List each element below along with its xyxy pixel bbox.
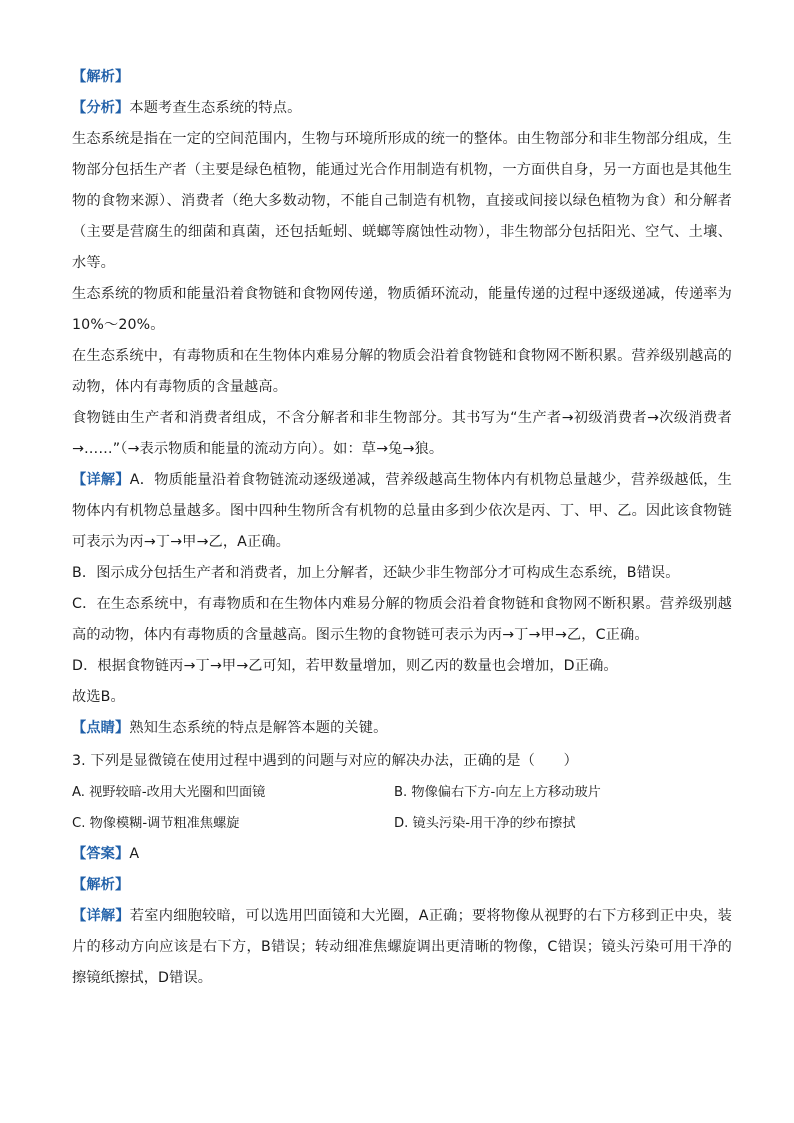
options-row-2 <box>72 808 732 839</box>
detailed-explanation-b: B．图示成分包括生产者和消费者，加上分解者，还缺少非生物部分才可构成生态系统，B错误。 <box>72 565 680 581</box>
analysis-text: 本题考查生态系统的特点。 <box>129 100 302 116</box>
q3-xiangjie-tag: 【详解】 <box>72 908 130 924</box>
fenxi-tag: 【分析】 <box>72 100 130 116</box>
paragraph-food-chain: 食物链由生产者和消费者组成，不含分解者和非生物部分。其书写为“生产者→初级消费者→次级消费者→……”（→表示物质和能量的流动方向）。如：草→兔→狼。 <box>72 410 732 457</box>
option-d: D. 镜头污染-用干净的纱布擦拭 <box>394 816 576 831</box>
xiangjie-tag: 【详解】 <box>72 472 130 488</box>
options-row-1 <box>72 777 732 808</box>
dianjing-tag: 【点睛】 <box>72 720 130 736</box>
analysis-line <box>72 93 732 124</box>
option-c: C. 物像模糊-调节粗准焦螺旋 <box>72 816 240 831</box>
key-point-text: 熟知生态系统的特点是解答本题的关键。 <box>129 720 388 736</box>
paragraph-ecosystem-definition: 生态系统是指在一定的空间范围内，生物与环境所形成的统一的整体。由生物部分和非生物部分组成，生物部分包括生产者（主要是绿色植物，能通过光合作用制造有机物，一方面供自身，另一方面也是其他生物的食物来源）、消费者（绝大多数动物，不能自己制造有机物，直接或间接以绿色植物为食）和分解者（主要是营腐生的细菌和真菌，还包括蚯蚓、蜣螂等腐蚀性动物），非生物部分包括阳光、空气、土壤、水等。 <box>72 131 732 271</box>
answer-value: A <box>129 846 140 862</box>
detail-a-text: A．物质能量沿着食物链流动逐级递减，营养级越高生物体内有机物总量越少，营养级越低，生物体内有机物总量越多。图中四种生物所含有机物的总量由多到少依次是丙、丁、甲、乙。因此该食物链可表示为丙→丁→甲→乙，A正确。 <box>72 472 732 550</box>
option-b: B. 物像偏右下方-向左上方移动玻片 <box>394 785 601 800</box>
paragraph-toxin-accumulation: 在生态系统中，有毒物质和在生物体内难易分解的物质会沿着食物链和食物网不断积累。营养级别越高的动物，体内有毒物质的含量越高。 <box>72 348 732 395</box>
answer-tag: 【答案】 <box>72 846 130 862</box>
answer-line <box>72 839 732 870</box>
key-point-line <box>72 713 732 744</box>
document-page <box>72 62 732 994</box>
conclusion: 故选B。 <box>72 689 125 705</box>
detailed-explanation-a <box>72 465 732 558</box>
section-tag-jiexi <box>72 62 732 93</box>
q3-jiexi-tag: 【解析】 <box>72 877 130 893</box>
question-3-stem: 3. 下列是显微镜在使用过程中遇到的问题与对应的解决办法，正确的是（ ） <box>72 753 578 769</box>
detailed-explanation-c: C．在生态系统中，有毒物质和在生物体内难易分解的物质会沿着食物链和食物网不断积累。营养级别越高的动物，体内有毒物质的含量越高。图示生物的食物链可表示为丙→丁→甲→乙，C正确。 <box>72 596 732 643</box>
option-a: A. 视野较暗-改用大光圈和凹面镜 <box>72 785 266 800</box>
detailed-explanation-d: D．根据食物链丙→丁→甲→乙可知，若甲数量增加，则乙丙的数量也会增加，D正确。 <box>72 658 618 674</box>
paragraph-energy-flow: 生态系统的物质和能量沿着食物链和食物网传递，物质循环流动，能量传递的过程中逐级递减，传递率为10%～20%。 <box>72 286 732 333</box>
q3-jiexi-line <box>72 870 732 901</box>
jiexi-tag: 【解析】 <box>72 69 130 85</box>
q3-detailed-explanation <box>72 901 732 994</box>
q3-detail-text: 若室内细胞较暗，可以选用凹面镜和大光圈，A正确；要将物像从视野的右下方移到正中央，装片的移动方向应该是右下方，B错误；转动细准焦螺旋调出更清晰的物像，C错误；镜头污染可用干净的擦镜纸擦拭，D错误。 <box>72 908 732 986</box>
